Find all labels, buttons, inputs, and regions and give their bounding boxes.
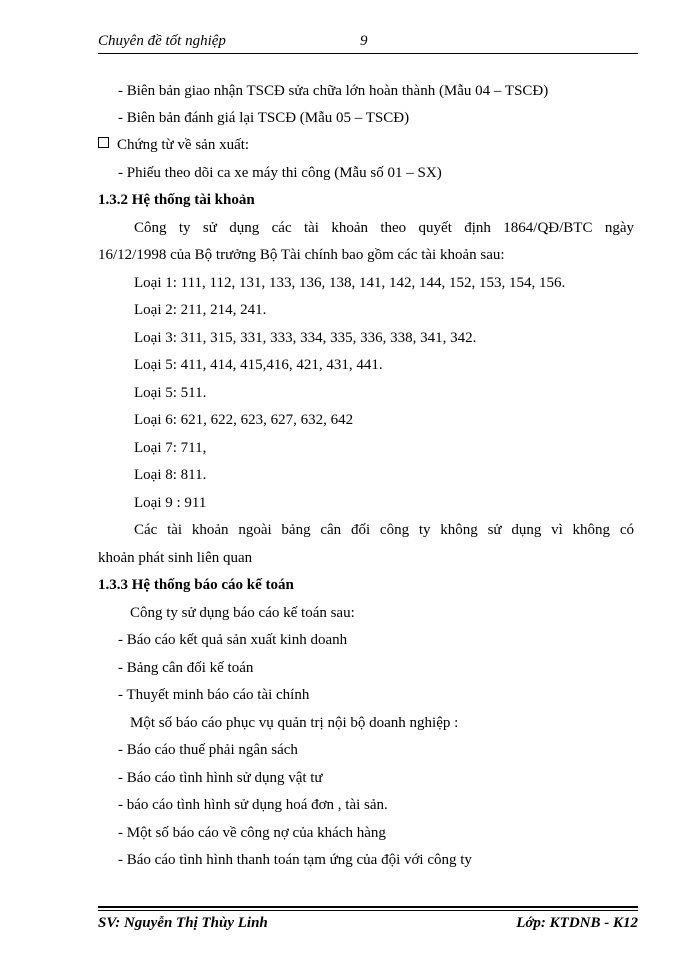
account-class-line: Loại 6: 621, 622, 623, 627, 632, 642 <box>134 412 354 428</box>
account-class-line: Loại 1: 111, 112, 131, 133, 136, 138, 141, 142, 144, 152, 153, 154, 156. <box>134 275 566 291</box>
account-class-line: Loại 5: 511. <box>134 385 207 401</box>
list-item-checkbox <box>98 136 249 154</box>
header-title: Chuyên đề tốt nghiệp <box>98 33 226 49</box>
list-item: - Biên bản đánh giá lại TSCĐ (Mẫu 05 – TSCĐ) <box>118 110 410 126</box>
account-class-line: Loại 8: 811. <box>134 467 207 483</box>
list-item: - Thuyết minh báo cáo tài chính <box>118 687 310 703</box>
list-item: - Báo cáo thuế phải ngân sách <box>118 742 298 758</box>
footer-divider-thick <box>98 906 638 908</box>
page-header <box>98 30 638 52</box>
list-item: - Phiếu theo dõi ca xe máy thi công (Mẫu số 01 – SX) <box>118 165 442 181</box>
list-item: - báo cáo tình hình sử dụng hoá đơn , tài sản. <box>118 797 388 813</box>
account-class-line: Loại 9 : 911 <box>134 495 207 511</box>
section-heading: 1.3.2 Hệ thống tài khoản <box>98 192 255 208</box>
paragraph-line: khoản phát sinh liên quan <box>98 550 253 566</box>
account-class-line: Loại 3: 311, 315, 331, 333, 334, 335, 336, 338, 341, 342. <box>134 330 477 346</box>
list-item: - Báo cáo tình hình thanh toán tạm ứng của đội với công ty <box>118 852 472 868</box>
footer-divider-thin <box>98 910 638 911</box>
paragraph-line: 16/12/1998 của Bộ trưởng Bộ Tài chính bao gồm các tài khoản sau: <box>98 247 505 263</box>
list-item: - Biên bản giao nhận TSCĐ sửa chữa lớn hoàn thành (Mẫu 04 – TSCĐ) <box>118 83 549 99</box>
section-heading: 1.3.3 Hệ thống báo cáo kế toán <box>98 577 294 593</box>
page-number: 9 <box>360 33 368 49</box>
paragraph-line: Công ty sử dụng báo cáo kế toán sau: <box>130 605 355 621</box>
footer-class: Lớp: KTDNB - K12 <box>516 915 638 931</box>
footer-student: SV: Nguyễn Thị Thùy Linh <box>98 915 268 931</box>
paragraph-line: Công ty sử dụng các tài khoản theo quyết định 1864/QĐ/BTC ngày <box>134 220 634 236</box>
header-divider <box>98 53 638 54</box>
paragraph-line: Các tài khoản ngoài bảng cân đối công ty không sử dụng vì không có <box>134 522 634 538</box>
checkbox-bullet-icon <box>98 137 109 148</box>
account-class-line: Loại 2: 211, 214, 241. <box>134 302 267 318</box>
list-item: - Bảng cân đối kế toán <box>118 660 254 676</box>
list-item: - Báo cáo kết quả sản xuất kinh doanh <box>118 632 348 648</box>
account-class-line: Loại 5: 411, 414, 415,416, 421, 431, 441. <box>134 357 383 373</box>
list-item-label: Chứng từ về sản xuất: <box>117 137 250 153</box>
paragraph-line: Một số báo cáo phục vụ quản trị nội bộ doanh nghiệp : <box>130 715 459 731</box>
account-class-line: Loại 7: 711, <box>134 440 207 456</box>
list-item: - Một số báo cáo về công nợ của khách hàng <box>118 825 386 841</box>
list-item: - Báo cáo tình hình sử dụng vật tư <box>118 770 323 786</box>
